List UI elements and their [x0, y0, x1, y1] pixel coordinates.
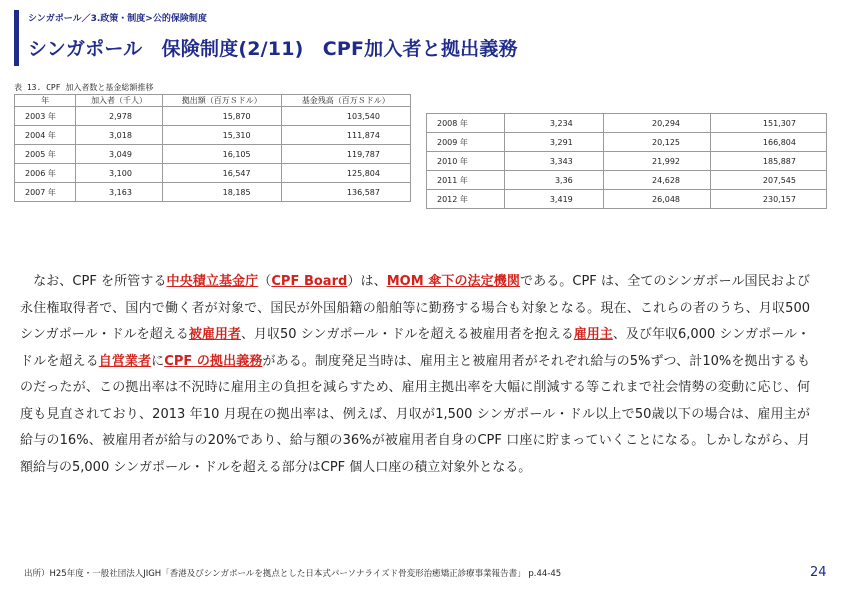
- cell-members: 3,343: [505, 152, 604, 171]
- body-text-7: に: [151, 353, 165, 369]
- cell-balance: 119,787: [281, 145, 410, 164]
- body-text-8: がある。制度発足当時は、雇用主と被雇用者がそれぞれ給与の5%ずつ、計10%を拠出するものだったが、この拠出率は不況時に雇用主の負担を減らすため、雇用主拠出率を大幅に削減する等これまで社会情勢の変動に応じ、何度も見直されており、2013 年10 月現在の拠出率は、例えば、月収が1,500 シンガポール・ドル以上で50歳以下の場合は、雇用主が給与の16%、被雇用者が給与の20%であり、給与額の36%が被雇用者自身のCPF 口座に貯まっていくことになる。しかしながら、月額給与の5,000 シンガポール・ドルを超える部分はCPF 個人口座の積立対象外となる。: [20, 353, 810, 475]
- cell-balance: 111,874: [281, 126, 410, 145]
- cell-contribution: 16,105: [162, 145, 281, 164]
- highlight-self-employed: 自営業者: [98, 353, 152, 369]
- highlight-contribution-obligation: CPF の拠出義務: [164, 353, 263, 369]
- cell-year: 2008 年: [427, 114, 505, 133]
- cell-balance: 103,540: [281, 107, 410, 126]
- cell-members: 3,018: [76, 126, 163, 145]
- table-row: [15, 145, 411, 164]
- cell-balance: 136,587: [281, 183, 410, 202]
- table-row: [427, 114, 827, 133]
- cell-contribution: 15,310: [162, 126, 281, 145]
- cell-balance: 230,157: [711, 190, 827, 209]
- highlight-cpf-board-jp: 中央積立基金庁: [166, 274, 259, 289]
- cell-contribution: 18,185: [162, 183, 281, 202]
- table-row: [15, 183, 411, 202]
- cell-balance: 125,804: [281, 164, 410, 183]
- breadcrumb: シンガポール／3.政策・制度>公的保険制度: [28, 14, 207, 24]
- cell-year: 2012 年: [427, 190, 505, 209]
- page-title: シンガポール 保険制度(2/11) CPF加入者と拠出義務: [28, 38, 518, 60]
- highlight-cpf-board: CPF Board: [271, 274, 348, 289]
- table-row: [427, 152, 827, 171]
- cell-contribution: 16,547: [162, 164, 281, 183]
- table-row: [427, 133, 827, 152]
- cell-balance: 207,545: [711, 171, 827, 190]
- cell-contribution: 15,870: [162, 107, 281, 126]
- source-footnote: 出所）H25年度・一般社団法人JIGH「香港及びシンガポールを拠点とした日本式パーソナライズド骨変形治癒矯正診療事業報告書」 p.44-45: [24, 569, 562, 579]
- cell-members: 3,234: [505, 114, 604, 133]
- body-text-5: 、月収50 シンガポール・ドルを超える被雇用者を抱える: [240, 327, 574, 342]
- cpf-table-right: [426, 113, 827, 209]
- col-header-year: 年: [15, 95, 76, 107]
- body-text-4: である。CPF は、全てのシンガポール国民および永住権取得者で、国内で働く者が対象で、国民が外国船籍の船舶等に勤務する場合も対象となる。現在、これらの者のうち、月収500 シンガポール・ドルを超える: [20, 274, 810, 342]
- table-row: [15, 126, 411, 145]
- cell-balance: 166,804: [711, 133, 827, 152]
- table-row: [427, 190, 827, 209]
- cell-members: 3,163: [76, 183, 163, 202]
- cell-contribution: 21,992: [603, 152, 710, 171]
- highlight-statutory-board: MOM 傘下の法定機関: [386, 274, 520, 289]
- cell-year: 2006 年: [15, 164, 76, 183]
- cell-year: 2004 年: [15, 126, 76, 145]
- cell-members: 3,100: [76, 164, 163, 183]
- cell-year: 2003 年: [15, 107, 76, 126]
- body-text-3: ）は、: [347, 274, 387, 289]
- table-header-row: [15, 95, 411, 107]
- body-text-1: なお、CPF を所管する: [20, 274, 167, 289]
- cell-members: 2,978: [76, 107, 163, 126]
- cpf-table-left: [14, 94, 411, 202]
- cell-contribution: 24,628: [603, 171, 710, 190]
- cell-balance: 151,307: [711, 114, 827, 133]
- highlight-employee: 被雇用者: [188, 327, 241, 342]
- table-row: [15, 164, 411, 183]
- cell-contribution: 20,125: [603, 133, 710, 152]
- col-header-balance: 基金残高（百万Ｓドル）: [281, 95, 410, 107]
- cell-contribution: 26,048: [603, 190, 710, 209]
- body-text-6: 、及び年収6,000 シンガポール・ドルを超える: [20, 327, 810, 369]
- cell-year: 2009 年: [427, 133, 505, 152]
- page-number: 24: [810, 565, 827, 580]
- cell-year: 2007 年: [15, 183, 76, 202]
- table-row: [15, 107, 411, 126]
- cell-members: 3,36: [505, 171, 604, 190]
- col-header-contribution: 拠出額（百万Ｓドル）: [162, 95, 281, 107]
- table-caption: 表 13. CPF 加入者数と基金総額推移: [14, 83, 154, 92]
- title-accent-bar: [14, 10, 19, 66]
- cell-balance: 185,887: [711, 152, 827, 171]
- highlight-employer: 雇用主: [573, 327, 613, 342]
- cell-members: 3,291: [505, 133, 604, 152]
- cell-members: 3,419: [505, 190, 604, 209]
- body-paragraph: [20, 269, 810, 481]
- cell-year: 2010 年: [427, 152, 505, 171]
- cell-year: 2011 年: [427, 171, 505, 190]
- cell-members: 3,049: [76, 145, 163, 164]
- table-row: [427, 171, 827, 190]
- cell-contribution: 20,294: [603, 114, 710, 133]
- body-text-2: （: [258, 274, 272, 289]
- cell-year: 2005 年: [15, 145, 76, 164]
- col-header-members: 加入者（千人）: [76, 95, 163, 107]
